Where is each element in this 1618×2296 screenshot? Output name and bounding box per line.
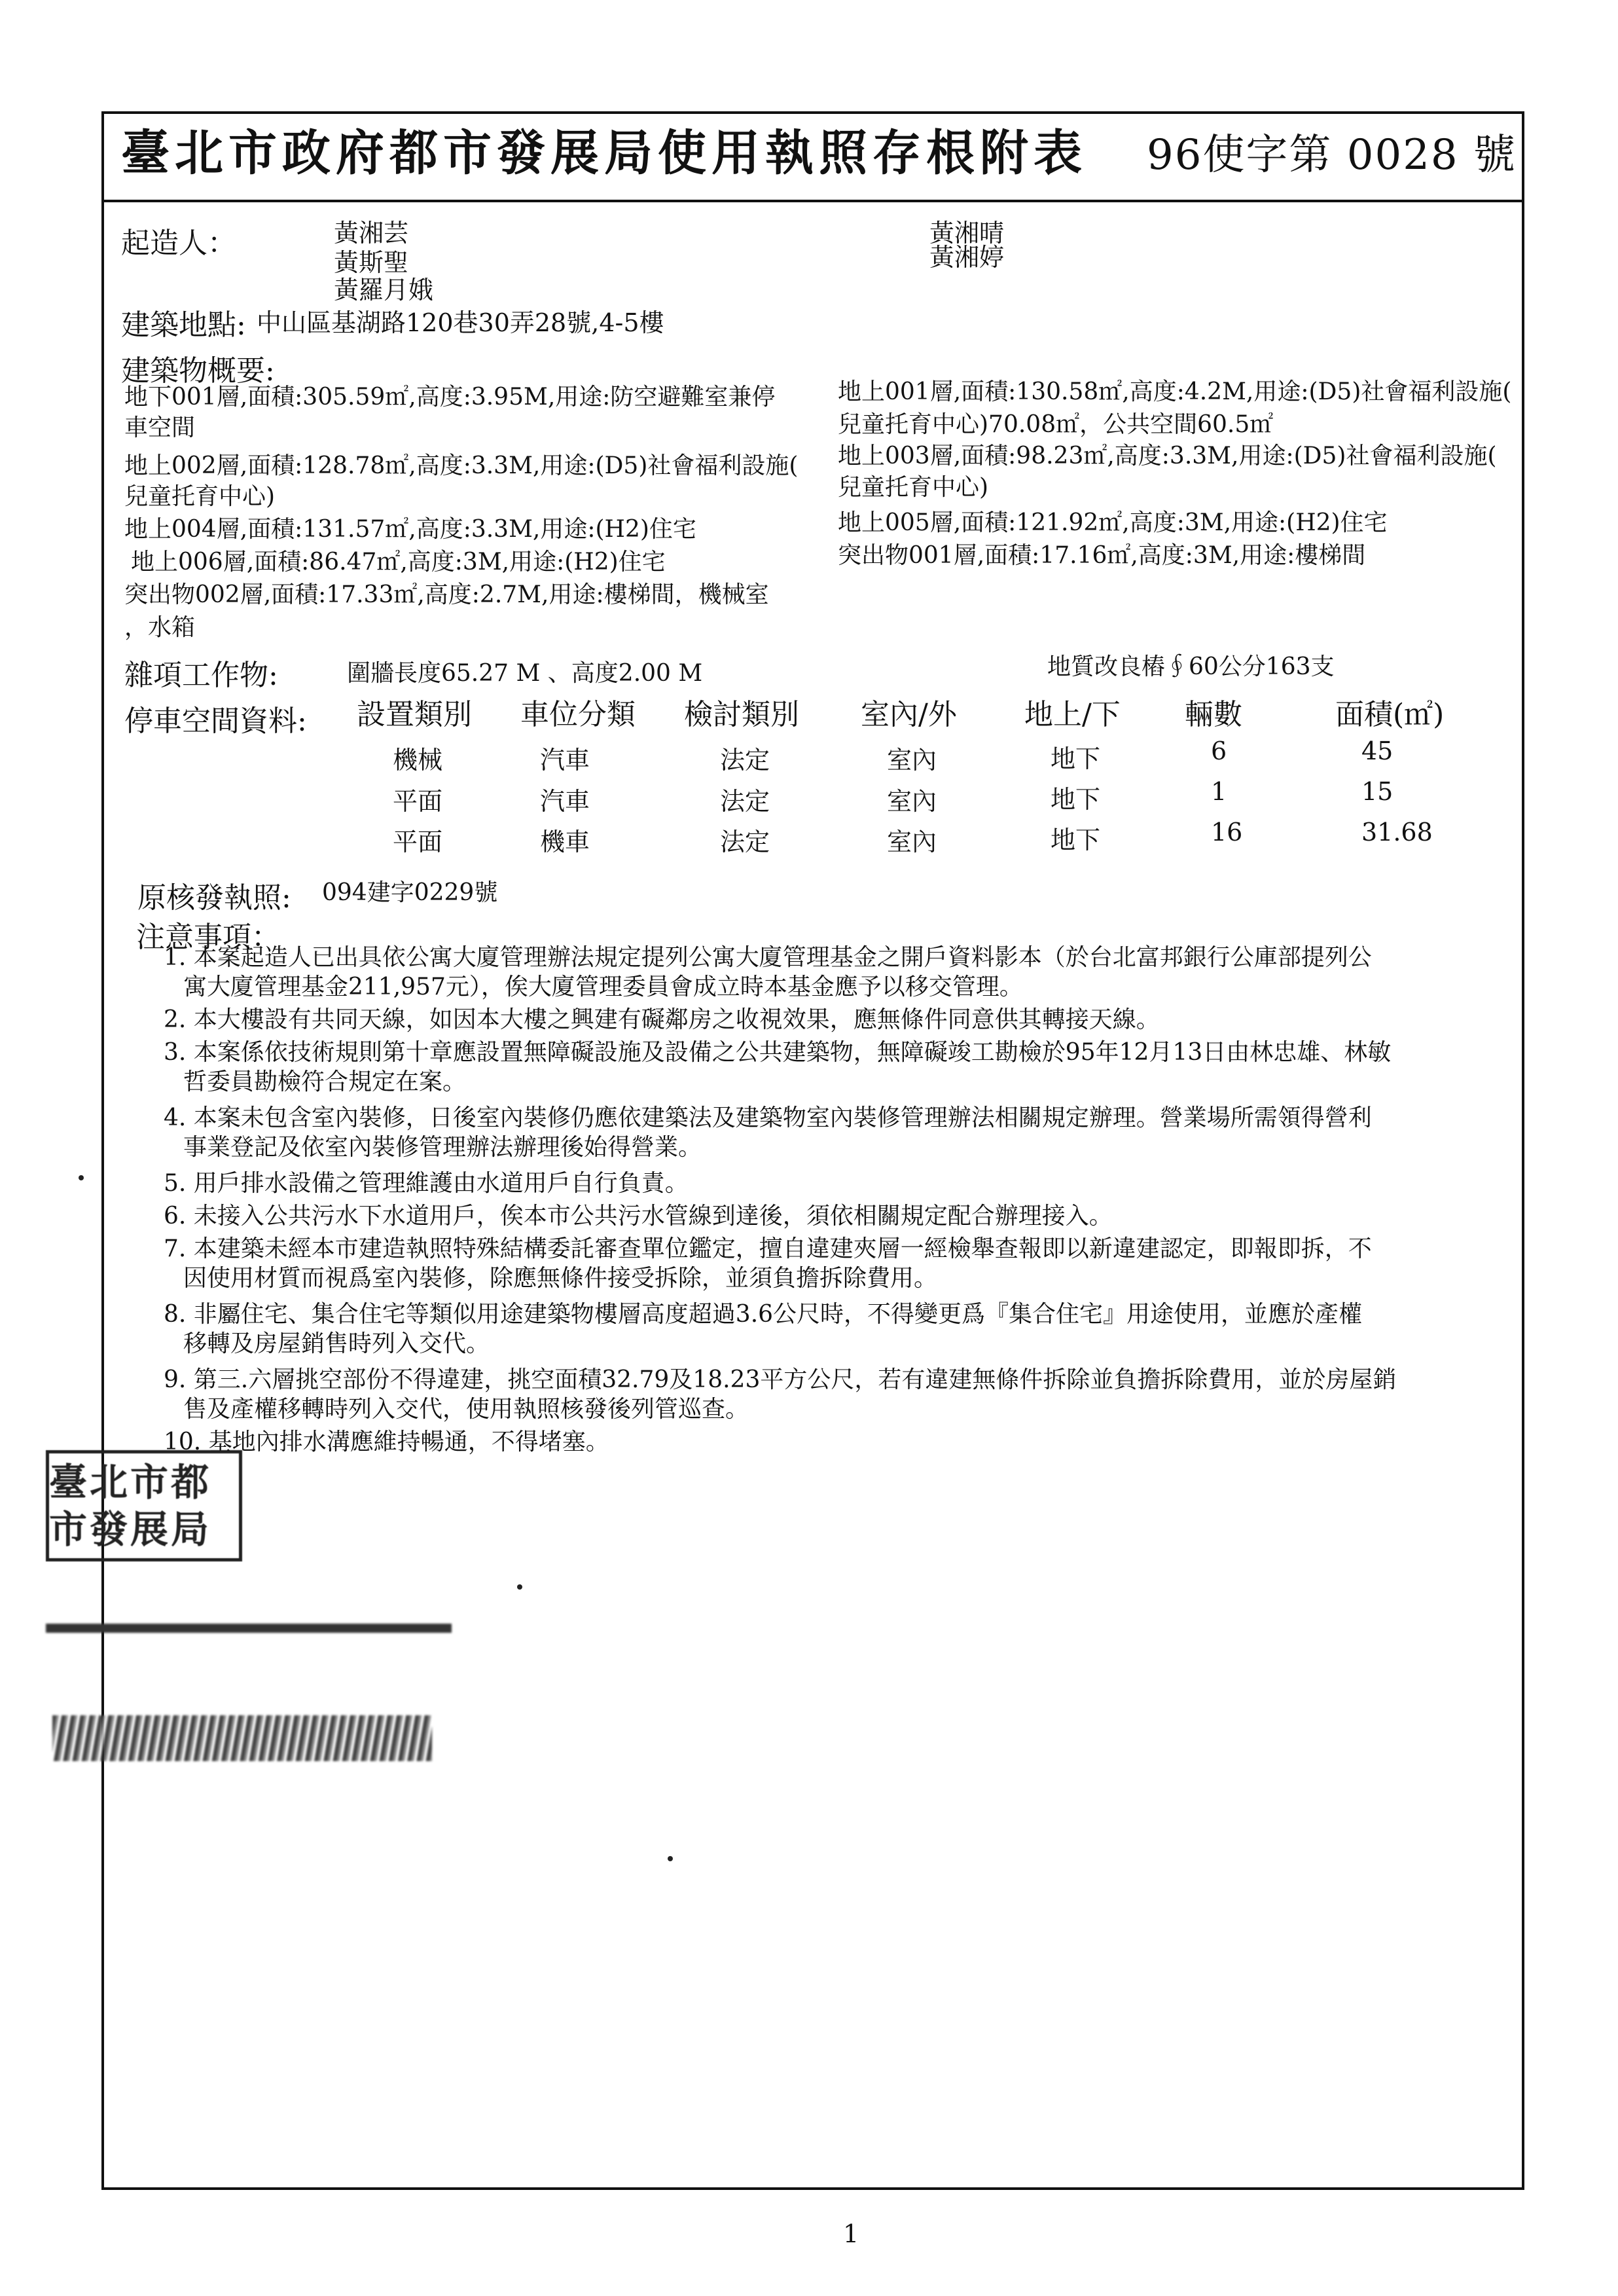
parking-cell: 15 bbox=[1361, 777, 1393, 806]
parking-cell: 汽車 bbox=[540, 746, 590, 774]
owner-name: 黃羅月娥 bbox=[334, 276, 434, 304]
misc-works-label: 雜項工作物: bbox=[124, 659, 278, 692]
note-line: 因使用材質而視爲室內裝修，除應無條件接受拆除，並須負擔拆除費用。 bbox=[183, 1265, 938, 1292]
owner-name: 黃湘芸 bbox=[334, 219, 409, 247]
scan-speck bbox=[668, 1856, 673, 1861]
misc-works-value: 圍牆長度65.27 M 、高度2.00 M bbox=[347, 660, 703, 687]
frame-top-border bbox=[101, 111, 1524, 114]
overview-line: 兒童托育中心)70.08㎡，公共空間60.5㎡ bbox=[838, 411, 1274, 438]
frame-left-border bbox=[101, 111, 104, 2190]
overview-line: 地上006層,面積:86.47㎡,高度:3M,用途:(H2)住宅 bbox=[131, 549, 666, 575]
parking-header: 面積(㎡) bbox=[1335, 698, 1445, 731]
official-seal-stamp: 臺北市都市發展局 bbox=[46, 1450, 242, 1561]
overview-line: ，水箱 bbox=[124, 614, 196, 641]
parking-cell: 法定 bbox=[720, 828, 770, 856]
frame-bottom-border bbox=[101, 2187, 1524, 2190]
overview-line: 地下001層,面積:305.59㎡,高度:3.95M,用途:防空避難室兼停 bbox=[124, 384, 776, 410]
parking-cell: 45 bbox=[1361, 737, 1393, 765]
overview-line: 地上003層,面積:98.23㎡,高度:3.3M,用途:(D5)社會福利設施( bbox=[838, 443, 1497, 469]
parking-cell: 地下 bbox=[1051, 785, 1101, 814]
parking-header: 車位分類 bbox=[520, 698, 636, 731]
note-line: 哲委員勘檢符合規定在案。 bbox=[183, 1068, 467, 1095]
parking-cell: 汽車 bbox=[540, 787, 590, 816]
note-line: 6. 未接入公共污水下水道用戶，俟本市公共污水管線到達後，須依相關規定配合辦理接入。 bbox=[164, 1203, 1113, 1230]
parking-header: 設置類別 bbox=[357, 698, 472, 731]
parking-cell: 31.68 bbox=[1361, 818, 1433, 847]
scan-speck bbox=[517, 1584, 522, 1590]
parking-cell: 機械 bbox=[393, 746, 443, 774]
parking-cell: 法定 bbox=[720, 746, 770, 774]
overview-line: 地上002層,面積:128.78㎡,高度:3.3M,用途:(D5)社會福利設施( bbox=[124, 452, 799, 479]
owners-label: 起造人： bbox=[121, 227, 236, 260]
note-line: 2. 本大樓設有共同天線，如因本大樓之興建有礙鄰房之收視效果，應無條件同意供其轉接天線。 bbox=[164, 1006, 1160, 1033]
original-permit-value: 094建字0229號 bbox=[322, 879, 498, 906]
parking-cell: 室內 bbox=[887, 746, 937, 774]
scan-smudge bbox=[52, 1715, 432, 1761]
note-line: 寓大廈管理基金211,957元），俟大廈管理委員會成立時本基金應予以移交管理。 bbox=[183, 974, 1023, 1000]
overview-label: 建築物概要: bbox=[121, 354, 275, 388]
parking-cell: 1 bbox=[1211, 777, 1227, 806]
overview-line: 車空間 bbox=[124, 414, 196, 441]
parking-cell: 機車 bbox=[540, 828, 590, 856]
parking-cell: 室內 bbox=[887, 828, 937, 856]
owner-name: 黃斯聖 bbox=[334, 248, 409, 277]
note-line: 8. 非屬住宅、集合住宅等類似用途建築物樓層高度超過3.6公尺時，不得變更爲『集合住宅』用途使用，並應於產權 bbox=[164, 1301, 1363, 1328]
overview-line: 兒童托育中心) bbox=[838, 474, 989, 501]
misc-works-extra: 地質改良樁∮60公分163支 bbox=[1047, 653, 1335, 680]
note-line: 4. 本案未包含室內裝修，日後室內裝修仍應依建築法及建築物室內裝修管理辦法相關規定辦理。營業場所需領得營利 bbox=[164, 1104, 1372, 1131]
page-number: 1 bbox=[843, 2219, 859, 2248]
original-permit-label: 原核發執照: bbox=[137, 881, 291, 915]
parking-header: 室內/外 bbox=[861, 698, 957, 731]
note-line: 10. 基地內排水溝應維持暢通，不得堵塞。 bbox=[164, 1429, 609, 1455]
parking-cell: 地下 bbox=[1051, 744, 1101, 773]
owner-name: 黃湘婷 bbox=[929, 243, 1005, 272]
note-line: 1. 本案起造人已出具依公寓大廈管理辦法規定提列公寓大廈管理基金之開戶資料影本（於台北富邦銀行公庫部提列公 bbox=[164, 944, 1372, 971]
note-line: 事業登記及依室內裝修管理辦法辦理後始得營業。 bbox=[183, 1134, 702, 1161]
parking-cell: 16 bbox=[1211, 818, 1243, 847]
parking-header: 輛數 bbox=[1185, 698, 1242, 731]
parking-header: 檢討類別 bbox=[684, 698, 799, 731]
overview-line: 地上004層,面積:131.57㎡,高度:3.3M,用途:(H2)住宅 bbox=[124, 516, 696, 543]
notes-label: 注意事項： bbox=[136, 920, 280, 954]
parking-label: 停車空間資料: bbox=[124, 704, 307, 738]
parking-cell: 平面 bbox=[393, 787, 443, 816]
note-line: 5. 用戶排水設備之管理維護由水道用戶自行負責。 bbox=[164, 1170, 689, 1197]
overview-line: 突出物002層,面積:17.33㎡,高度:2.7M,用途:樓梯間，機械室 bbox=[124, 581, 769, 608]
parking-cell: 平面 bbox=[393, 828, 443, 856]
frame-right-border bbox=[1522, 111, 1524, 2190]
scan-speck bbox=[79, 1175, 84, 1180]
parking-cell: 地下 bbox=[1051, 826, 1101, 854]
note-line: 售及產權移轉時列入交代，使用執照核發後列管巡查。 bbox=[183, 1396, 749, 1423]
overview-line: 兒童托育中心) bbox=[124, 483, 276, 510]
site-address: 中山區基湖路120巷30弄28號,4-5樓 bbox=[257, 308, 664, 337]
note-line: 9. 第三.六層挑空部份不得違建，挑空面積32.79及18.23平方公尺，若有違建無條件拆除並負擔拆除費用，並於房屋銷 bbox=[164, 1366, 1397, 1393]
overview-line: 地上005層,面積:121.92㎡,高度:3M,用途:(H2)住宅 bbox=[838, 509, 1388, 536]
parking-cell: 室內 bbox=[887, 787, 937, 816]
overview-line: 地上001層,面積:130.58㎡,高度:4.2M,用途:(D5)社會福利設施( bbox=[838, 378, 1512, 405]
scan-smudge bbox=[46, 1624, 452, 1633]
permit-number: 96使字第 0028 號 bbox=[1147, 131, 1517, 179]
parking-header: 地上/下 bbox=[1024, 698, 1121, 731]
note-line: 3. 本案係依技術規則第十章應設置無障礙設施及設備之公共建築物，無障礙竣工勘檢於95年12月13日由林忠雄、林敏 bbox=[164, 1039, 1392, 1066]
parking-cell: 法定 bbox=[720, 787, 770, 816]
header-divider bbox=[101, 200, 1524, 202]
note-line: 7. 本建築未經本市建造執照特殊結構委託審查單位鑑定，擅自違建夾層一經檢舉查報即以新違建認定，即報即拆，不 bbox=[164, 1235, 1372, 1262]
owner-name: 黃湘晴 bbox=[929, 219, 1005, 247]
overview-line: 突出物001層,面積:17.16㎡,高度:3M,用途:樓梯間 bbox=[838, 542, 1366, 569]
document-title: 臺北市政府都市發展局使用執照存根附表 bbox=[121, 125, 1087, 181]
note-line: 移轉及房屋銷售時列入交代。 bbox=[183, 1330, 490, 1357]
site-label: 建築地點: bbox=[121, 308, 246, 342]
parking-cell: 6 bbox=[1211, 737, 1227, 765]
